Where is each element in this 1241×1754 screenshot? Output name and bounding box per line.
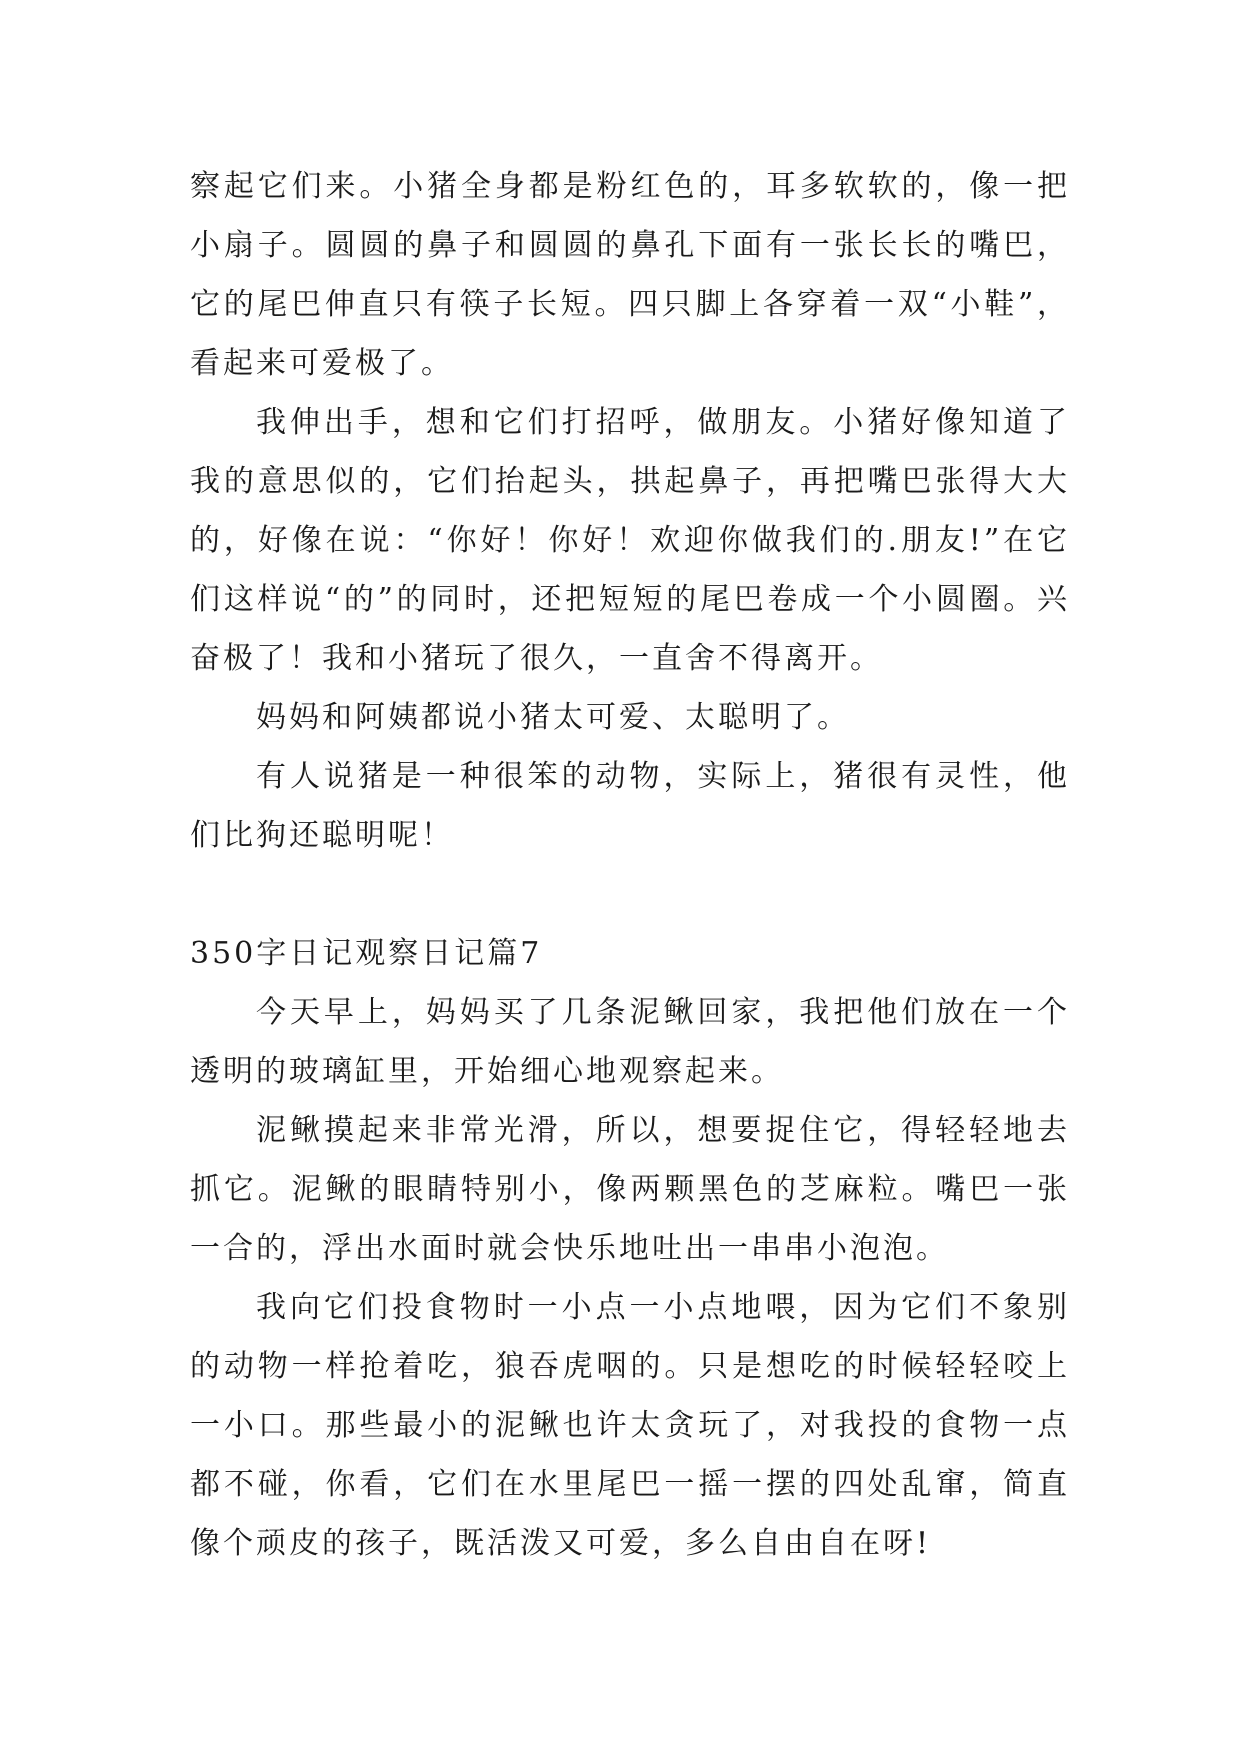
paragraph-pig-praise: 妈妈和阿姨都说小猪太可爱、太聪明了。 xyxy=(256,700,850,735)
paragraph-pig-description: 察起它们来。小猪全身都是粉红色的，耳多软软的，像一把小扇子。圆圆的鼻子和圆圆的鼻孔下面有一张长长的嘴巴，它的尾巴伸直只有筷子长短。四只脚上各穿着一双“小鞋”，看起来可爱极了。 xyxy=(190,169,1070,381)
paragraph-loach-intro: 今天早上，妈妈买了几条泥鳅回家，我把他们放在一个透明的玻璃缸里，开始细心地观察起来。 xyxy=(190,995,1070,1089)
document-body xyxy=(190,157,1070,1573)
paragraph-loach-feeding: 我向它们投食物时一小点一小点地喂，因为它们不象别的动物一样抢着吃，狼吞虎咽的。只是想吃的时候轻轻咬上一小口。那些最小的泥鳅也许太贪玩了，对我投的食物一点都不碰，你看，它们在水里尾巴一摇一摆的四处乱窜，简直像个顽皮的孩子，既活泼又可爱，多么自由自在呀! xyxy=(190,1290,1070,1561)
paragraph-pig-greeting: 我伸出手，想和它们打招呼，做朋友。小猪好像知道了我的意思似的，它们抬起头，拱起鼻子，再把嘴巴张得大大的，好像在说：“你好！你好！欢迎你做我们的.朋友!”在它们这样说“的”的同时，还把短短的尾巴卷成一个小圆圈。兴奋极了！我和小猪玩了很久，一直舍不得离开。 xyxy=(190,405,1070,676)
section-heading: 350字日记观察日记篇7 xyxy=(190,936,543,971)
paragraph-loach-description: 泥鳅摸起来非常光滑，所以，想要捉住它，得轻轻地去抓它。泥鳅的眼睛特别小，像两颗黑色的芝麻粒。嘴巴一张一合的，浮出水面时就会快乐地吐出一串串小泡泡。 xyxy=(190,1113,1070,1266)
paragraph-pig-conclusion: 有人说猪是一种很笨的动物，实际上，猪很有灵性，他们比狗还聪明呢！ xyxy=(190,759,1070,853)
